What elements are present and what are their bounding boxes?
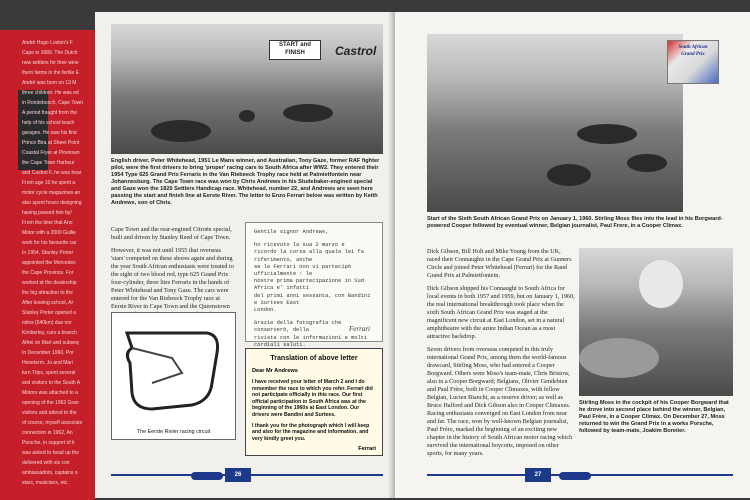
red-book-line: After leaving school, Ar [22,300,74,306]
circuit-map-drawing [112,313,235,423]
right-body-column [427,248,575,463]
letter-line: ricordo la corsa alla quale lei fa riferimento, anche [254,249,364,263]
letter-line: se le Ferrari non vi partecipò ufficialmente : le [254,263,352,278]
right-paragraph: Seven drivers from overseas competed in this truly international Grand Prix, among them the world-famous drawcard, Stirling Moss, who had entered a Cooper Borgward. Others were Moss's team-mate, Chris Bristow, also in a Cooper Borgward; Belgians, Olivier Gendebien and Paul Frère, both in Cooper Climaxes, with fellow Belgian, Lucien Bianchi, as a reserve driver; as well as Bruce Halford and Dick Gibson also in Cooper Climaxes. Racing enthusiasts converged on East London from near and far. The race, won by well-known Belgian journalist, Paul Frère, marked the beginning of an exciting new chapter in the history of South African motor racing which survived the international boycotts, imposed on other sports, for many years. [427,346,573,457]
letter-line: del primi anni sessanta, con Bandini e Surtees East [254,292,371,306]
left-page [95,12,395,498]
red-book-line: Stanley Porter opened a [22,310,76,316]
right-paragraph: Dick Gibson, Bill Holt and Mike Young from the UK, raced their Connaughts in the Cape Grand Prix at Gunners Circle and joined Peter Whitehead (Ferrari) for the Rand Grand Prix at Palmietfontein. [427,248,572,279]
right-paragraph: Dick Gibson shipped his Connaught to South Africa for local events in both 1957 and 1959, but on January 1, 1960, the real international breakthrough took place when the sixth South African Grand Prix was staged at the magnificent new circuit at East London, set in a natural amphitheatre with the azure Indian Ocean as a most attractive backdrop. [427,285,575,340]
car-nose [579,338,659,378]
red-book-line: of course, myself associate [22,420,83,426]
red-book-line: the Cape Province. For [22,270,74,276]
banner-line-2: FINISH [285,50,305,56]
circuit-map [111,312,236,440]
left-footer-logo [191,472,223,480]
race-car-pack [577,124,637,144]
grand-prix-caption: Start of the Sixth South African Grand Prix on January 1, 1960. Stirling Moss flies into the lead in his Borgward-powered Cooper followed by eventual winner, Belgian journalist, Paul Frere, in a Cooper Climax. [427,216,723,229]
red-book-line: Alfrei on Marl and subseq [22,340,79,346]
race-car-frere [627,154,667,172]
red-book-line: three children. He was ed [22,90,79,96]
red-book-line: Kimberley, cars a branch [22,330,77,336]
race-car-moss [547,164,591,186]
driver-helmet [639,260,683,308]
translation-greeting: Dear Mr Andrews [252,368,298,374]
red-book-line: having passed him by! [22,210,72,216]
red-book-line: garages. He saw his first [22,130,77,136]
red-book-line: the Cape Town Harbour [22,160,75,166]
translation-title: Translation of above letter [270,355,358,362]
moss-cockpit-photo [579,248,733,396]
red-book-line: turn Trips, spent several [22,370,76,376]
red-book-line: André Hugo Loxton's F [22,40,73,46]
right-footer-logo [559,472,591,480]
red-book-line: in Rondebosch, Cape Town [22,100,84,106]
right-page-number: 27 [525,468,551,482]
race-car-1 [151,120,211,142]
map-caption: The Eerste Rivier racing circuit [136,429,211,435]
race-car-2 [283,104,333,122]
letter-line: Gentile signor Andrews, [254,229,329,235]
red-book-line: Motors was attached to a [22,390,78,396]
red-book-line: connection in 1962, An [22,430,73,436]
letter-signature: Ferrari [349,325,370,333]
ticket-line-1: South African [678,45,708,50]
red-book-line: Prince Bira at Sheet Point [22,140,80,146]
red-book-line: miles (640km) due nor [22,320,72,326]
red-book-line: André was born on 13 M [22,80,77,86]
red-book-line: Heneterm. Jo and Mari [22,360,73,366]
race-start-photo [111,24,383,154]
grand-prix-ticket [667,40,719,84]
red-book-line: also spent hours designing [22,200,82,206]
left-page-number: 26 [225,468,251,482]
red-book-cover [0,30,95,500]
race-car-3 [239,110,255,122]
red-book-line: From age 10 he spent a [22,180,76,186]
translation-paragraph: I have received your letter of March 2 and I do remember the race to which you refer. Ferrari did not participate officially in this race. Our first official participation in South Africa was at the beginning of the 1960s at East London. Our drivers were Bandini and Surtees. [252,379,373,418]
left-paragraph: Cape Town and the rear-engined Citroën special, built and driven by Stanley Reed of Cape Town. [111,226,232,241]
letter-line: rivista con le informazioni e molti cordiali saluti. [254,334,368,348]
ferrari-letter [245,222,383,348]
red-book-line: new settlers for their wine [22,60,79,66]
translation-signature: Ferrari [358,446,376,453]
red-book-line: motor cycle magazines an [22,190,81,196]
banner-line-1: START and [279,42,311,48]
letter-line: nostre prima partecipazione in Sud Africa e' infatti [254,278,364,292]
red-book-line: Porsche, in support of it [22,440,75,446]
red-book-line: From the time that Ano [22,220,73,226]
red-book-line: Coastal Fryer at Pinetown [22,150,80,156]
grand-prix-start-photo [427,34,683,212]
left-paragraph: However, it was not until 1955 that overseas 'stars' competed on these shores again and during the year South African enthusiasts were treated to the sight of two blood red, type 625 Grand Prix four-cylinder, three litre Ferraris in the hands of Peter Whitehead and Tony Gaze. The cars were entered for the Van Riebeeck Trophy race at Eerste River in Cape Town and the Queenstown [111,247,234,310]
red-book-line: the big attraction to the [22,290,73,296]
red-book-line: In December 1960, Por [22,350,74,356]
red-book-line: In 1954, Stanley Porter [22,250,74,256]
red-book-line: and visitors to the South A [22,380,81,386]
castrol-sign: Castrol [335,44,377,58]
red-book-line: delivered with six con [22,460,70,466]
top-photo-caption: English driver, Peter Whitehead, 1951 Le Mans winner, and Australian, Tony Gaze, former RAF fighter pilot, were the first drivers to bring 'proper' racing cars to South Africa after WW2. They entered their 1954 Type 625 Grand Prix Ferraris in the Van Riebeeck Trophy race held at Palmietfontein near Johannesburg. The Cape Town race was won by Chris Andrews in his Studebaker-engined special and Gaze won the 1820 Settlers Handicap race. Whitehead, number 22, and Andrews are seen here passing the start and finish line at Eerste River. The letter to Enzo Ferrari below was written by Keith Andrews, son of Chris. [111,158,380,206]
ticket-line-2: Grand Prix [681,52,705,57]
red-book-line: ambassadors, captains o [22,470,78,476]
red-book-line: opening of the 1962 Gran [22,400,79,406]
red-book-line: visitors and attend to the [22,410,77,416]
red-book-line: worked at the dealership [22,280,77,286]
moss-caption: Stirling Moss in the cockpit of his Cooper Borgward that he drove into second place behind the winner, Belgian, Paul Frère, in a Cooper Climax. On December 27, Moss returned to win the Grand Prix in a works Porsche, followed by team-mate, Joakim Bonnier. [579,400,729,434]
red-book-line: Cape in 1689. The Dutch [22,50,78,56]
red-book-line: work for his favourite car [22,240,77,246]
start-finish-banner [269,40,321,60]
red-book-line: them farms in the fertile E [22,70,79,76]
red-book-line: was asked to head up the [22,450,79,456]
right-page [395,12,750,498]
letter-body [246,223,382,355]
red-book-line: and Castrol F, he was hear [22,170,82,176]
letter-line: London. [254,307,277,314]
translation-box [245,348,383,456]
letter-line: ho ricevuto la sua 2 marzo e [254,242,345,249]
red-book-line: appointed the Mercedes [22,260,76,266]
red-book-text [22,40,92,490]
red-book-line: Motor with a 2000 Gullie [22,230,76,236]
letter-line: Grazie della fotografia che conserverò, della [254,320,342,334]
red-book-line: stars, musicians, etc. [22,480,69,486]
red-book-line: A period fraught from the [22,110,78,116]
red-book-line: help of his school teach [22,120,75,126]
translation-paragraph: I thank you for the photograph which I will keep and also for the magazine and information, and very kindly greet you. [252,422,370,442]
